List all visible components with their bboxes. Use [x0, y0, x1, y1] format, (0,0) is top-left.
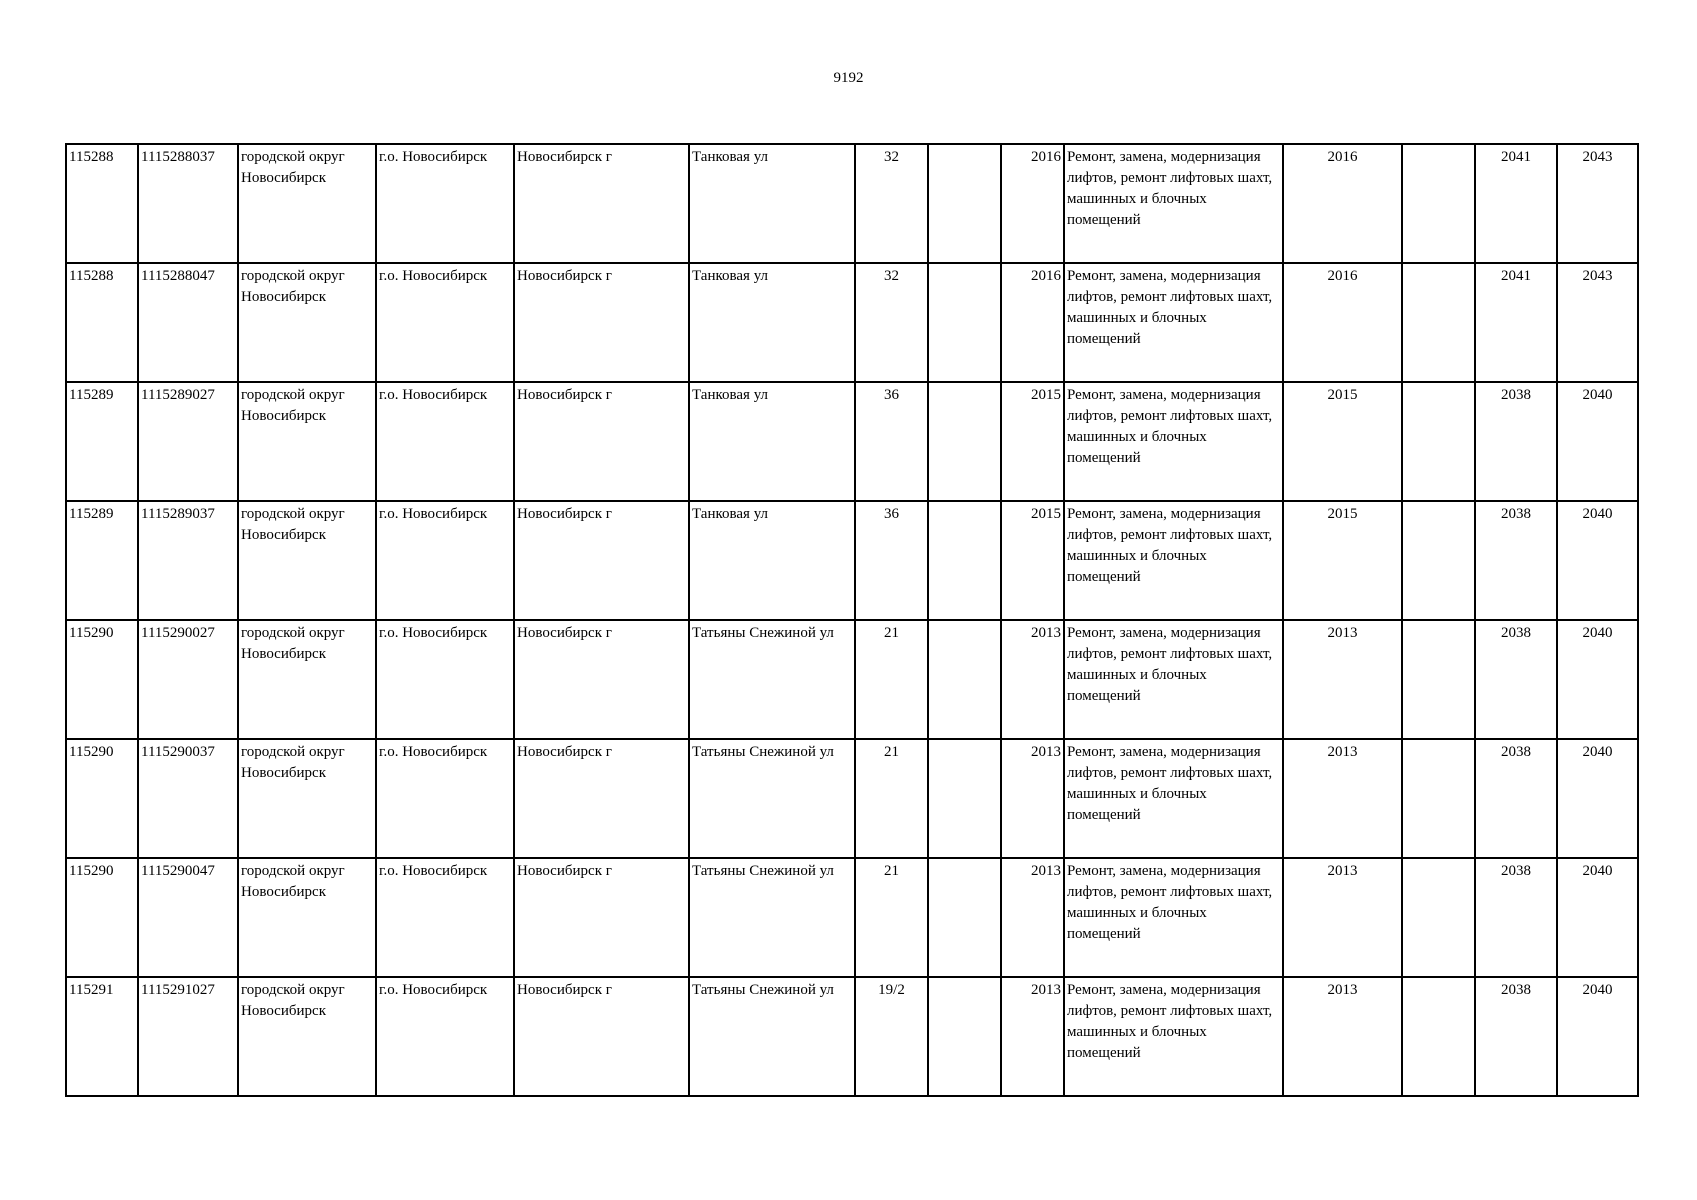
cell-work: Ремонт, замена, модернизация лифтов, ремонт лифтовых шахт, машинных и блочных помещений [1064, 263, 1283, 382]
cell-work: Ремонт, замена, модернизация лифтов, ремонт лифтовых шахт, машинных и блочных помещений [1064, 382, 1283, 501]
cell-work: Ремонт, замена, модернизация лифтов, ремонт лифтовых шахт, машинных и блочных помещений [1064, 977, 1283, 1096]
cell-year2: 2013 [1283, 977, 1402, 1096]
table-row [66, 263, 1638, 382]
cell-empty [928, 858, 1001, 977]
cell-end: 2040 [1557, 977, 1638, 1096]
page-number: 9192 [833, 70, 864, 86]
cell-district: городской округ Новосибирск [238, 382, 376, 501]
cell-work: Ремонт, замена, модернизация лифтов, ремонт лифтовых шахт, машинных и блочных помещений [1064, 620, 1283, 739]
cell-year: 2016 [1001, 263, 1064, 382]
cell-empty [928, 739, 1001, 858]
cell-empty [1402, 144, 1475, 263]
cell-street: Танковая ул [689, 501, 855, 620]
cell-district: городской округ Новосибирск [238, 739, 376, 858]
cell-house: 36 [855, 382, 928, 501]
cell-house: 21 [855, 620, 928, 739]
cell-city: Новосибирск г [514, 144, 689, 263]
cell-id: 115290 [66, 739, 138, 858]
cell-district: городской округ Новосибирск [238, 977, 376, 1096]
cell-work: Ремонт, замена, модернизация лифтов, ремонт лифтовых шахт, машинных и блочных помещений [1064, 739, 1283, 858]
cell-end: 2040 [1557, 382, 1638, 501]
cell-id: 115290 [66, 620, 138, 739]
cell-city: Новосибирск г [514, 382, 689, 501]
cell-empty [1402, 501, 1475, 620]
table-row [66, 144, 1638, 263]
cell-municipality: г.о. Новосибирск [376, 977, 514, 1096]
cell-start: 2041 [1475, 263, 1557, 382]
cell-house: 36 [855, 501, 928, 620]
cell-city: Новосибирск г [514, 501, 689, 620]
cell-year: 2013 [1001, 858, 1064, 977]
cell-year2: 2013 [1283, 858, 1402, 977]
cell-work: Ремонт, замена, модернизация лифтов, ремонт лифтовых шахт, машинных и блочных помещений [1064, 858, 1283, 977]
cell-municipality: г.о. Новосибирск [376, 739, 514, 858]
cell-code: 1115289027 [138, 382, 238, 501]
cell-year: 2013 [1001, 620, 1064, 739]
table-row [66, 858, 1638, 977]
cell-year2: 2013 [1283, 620, 1402, 739]
cell-year2: 2013 [1283, 739, 1402, 858]
cell-street: Танковая ул [689, 144, 855, 263]
cell-street: Татьяны Снежиной ул [689, 739, 855, 858]
cell-municipality: г.о. Новосибирск [376, 620, 514, 739]
cell-empty [1402, 977, 1475, 1096]
cell-year: 2013 [1001, 977, 1064, 1096]
cell-house: 21 [855, 739, 928, 858]
cell-code: 1115290037 [138, 739, 238, 858]
table-row [66, 620, 1638, 739]
cell-street: Танковая ул [689, 382, 855, 501]
cell-empty [928, 382, 1001, 501]
cell-street: Татьяны Снежиной ул [689, 620, 855, 739]
cell-year: 2013 [1001, 739, 1064, 858]
cell-start: 2038 [1475, 620, 1557, 739]
cell-start: 2041 [1475, 144, 1557, 263]
cell-empty [1402, 739, 1475, 858]
cell-empty [928, 263, 1001, 382]
cell-start: 2038 [1475, 858, 1557, 977]
cell-year: 2016 [1001, 144, 1064, 263]
cell-district: городской округ Новосибирск [238, 263, 376, 382]
cell-year: 2015 [1001, 382, 1064, 501]
cell-end: 2040 [1557, 620, 1638, 739]
cell-code: 1115289037 [138, 501, 238, 620]
cell-municipality: г.о. Новосибирск [376, 144, 514, 263]
cell-id: 115288 [66, 144, 138, 263]
cell-code: 1115288047 [138, 263, 238, 382]
cell-code: 1115291027 [138, 977, 238, 1096]
cell-id: 115289 [66, 382, 138, 501]
cell-empty [1402, 263, 1475, 382]
table-body [66, 144, 1638, 1096]
table-row [66, 501, 1638, 620]
cell-city: Новосибирск г [514, 620, 689, 739]
register-table [65, 143, 1639, 1097]
cell-end: 2040 [1557, 858, 1638, 977]
cell-end: 2043 [1557, 263, 1638, 382]
cell-work: Ремонт, замена, модернизация лифтов, ремонт лифтовых шахт, машинных и блочных помещений [1064, 144, 1283, 263]
cell-municipality: г.о. Новосибирск [376, 382, 514, 501]
cell-year2: 2015 [1283, 501, 1402, 620]
cell-district: городской округ Новосибирск [238, 144, 376, 263]
cell-street: Танковая ул [689, 263, 855, 382]
cell-district: городской округ Новосибирск [238, 620, 376, 739]
cell-district: городской округ Новосибирск [238, 501, 376, 620]
cell-city: Новосибирск г [514, 739, 689, 858]
cell-street: Татьяны Снежиной ул [689, 977, 855, 1096]
cell-end: 2040 [1557, 501, 1638, 620]
cell-house: 32 [855, 144, 928, 263]
cell-id: 115291 [66, 977, 138, 1096]
cell-municipality: г.о. Новосибирск [376, 263, 514, 382]
cell-end: 2040 [1557, 739, 1638, 858]
table-row [66, 977, 1638, 1096]
cell-start: 2038 [1475, 977, 1557, 1096]
cell-empty [1402, 858, 1475, 977]
cell-id: 115288 [66, 263, 138, 382]
cell-year2: 2015 [1283, 382, 1402, 501]
table-row [66, 382, 1638, 501]
cell-year2: 2016 [1283, 263, 1402, 382]
cell-empty [928, 620, 1001, 739]
cell-house: 32 [855, 263, 928, 382]
cell-empty [928, 977, 1001, 1096]
cell-id: 115289 [66, 501, 138, 620]
cell-empty [928, 144, 1001, 263]
cell-start: 2038 [1475, 739, 1557, 858]
cell-start: 2038 [1475, 501, 1557, 620]
cell-empty [1402, 382, 1475, 501]
cell-city: Новосибирск г [514, 977, 689, 1096]
cell-house: 19/2 [855, 977, 928, 1096]
table-row [66, 739, 1638, 858]
cell-city: Новосибирск г [514, 858, 689, 977]
cell-empty [928, 501, 1001, 620]
cell-id: 115290 [66, 858, 138, 977]
cell-municipality: г.о. Новосибирск [376, 501, 514, 620]
cell-street: Татьяны Снежиной ул [689, 858, 855, 977]
cell-start: 2038 [1475, 382, 1557, 501]
cell-district: городской округ Новосибирск [238, 858, 376, 977]
cell-year2: 2016 [1283, 144, 1402, 263]
cell-city: Новосибирск г [514, 263, 689, 382]
cell-house: 21 [855, 858, 928, 977]
cell-end: 2043 [1557, 144, 1638, 263]
cell-work: Ремонт, замена, модернизация лифтов, ремонт лифтовых шахт, машинных и блочных помещений [1064, 501, 1283, 620]
cell-code: 1115288037 [138, 144, 238, 263]
cell-municipality: г.о. Новосибирск [376, 858, 514, 977]
cell-year: 2015 [1001, 501, 1064, 620]
cell-empty [1402, 620, 1475, 739]
cell-code: 1115290047 [138, 858, 238, 977]
cell-code: 1115290027 [138, 620, 238, 739]
